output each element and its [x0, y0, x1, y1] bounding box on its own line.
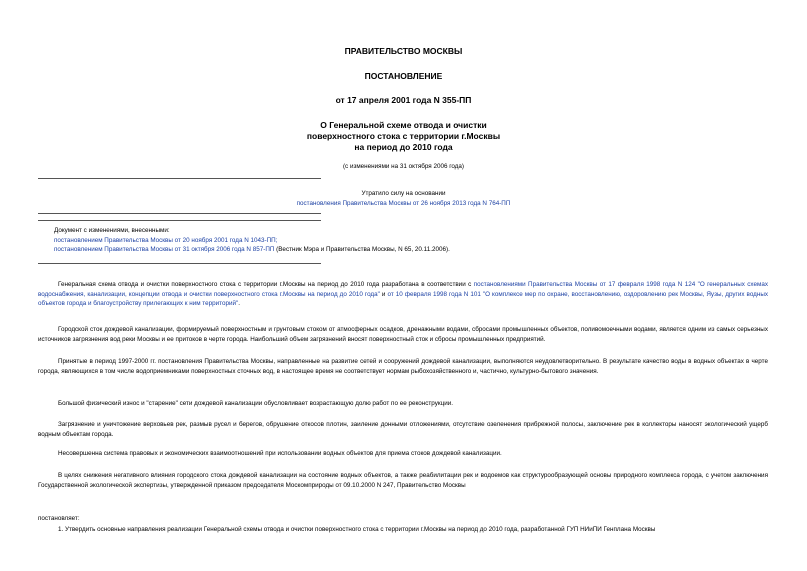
paragraph-8: постановляет: — [38, 515, 80, 522]
amendment-source: (Вестник Мэра и Правительства Москвы, N 65, 20.11.2006). — [274, 246, 450, 253]
paragraph-7: В целях снижения негативного влияния городского стока дождевой канализации на состояние водных объектов, а также реабилитации рек и водоемов как структурообразующей основы природного комплекса города, с учетом заключения Государственной экологической экспертизы, утвержденной приказом председателя Москомприроды от 09.10.2000 N 247, Правительство Москвы — [38, 472, 768, 489]
doc-type: ПОСТАНОВЛЕНИЕ — [364, 71, 443, 81]
amendments-label: Документ с изменениями, внесенными: — [54, 227, 170, 234]
title-line: поверхностного стока с территории г.Москвы — [306, 131, 501, 141]
divider — [38, 178, 321, 179]
paragraph-6: Несовершенна система правовых и экономических взаимоотношений при использовании водных объектов для приема стоков дождевой канализации. — [58, 450, 502, 457]
amendment-link-1[interactable]: постановлением Правительства Москвы от 20 ноября 2001 года N 1043-ПП; — [54, 236, 278, 244]
p1-text: Генеральная схема отвода и очистки поверхностного стока с территории г.Москвы на период до 2010 года разработана в соответствии с — [58, 281, 474, 288]
paragraph-3: Принятые в период 1997-2000 гг. постановления Правительства Москвы, направленные на развитие сетей и сооружений дождевой канализации, выполняются неудовлетворительно. В результате качество воды в водных объектах в черте города, являющихся в том числе водоприемниками поверхностных сточных вод, в настоящее время не соответствует нормам рыбохозяйственного и, частично, культурно-бытового значения. — [38, 358, 768, 375]
lost-force-text: Утратило силу на основании — [361, 190, 446, 197]
org-name: ПРАВИТЕЛЬСТВО МОСКВЫ — [344, 46, 463, 56]
amendment-link-2[interactable]: постановлением Правительства Москвы от 31 октября 2006 года N 857-ПП — [54, 246, 275, 253]
paragraph-2: Городской сток дождевой канализации, формируемый поверхностным и грунтовым стоком от атмосферных осадков, дренажными водами, сбросами промышленных объектов, поливомоечными водами, является одним из самых серьезных источников загрязнения вод реки Москвы и ее притоков в черте города. Наибольший объем загрязнений вносят поверхностный сток и сбросы промышленных предприятий. — [38, 326, 768, 343]
p1-link-2[interactable]: от 10 февраля 1998 года N 101 "О комплексе мер по охране, восстановлению, оздоровлению рек Москвы, Яузы, других водных объектов города и благоустройству прилегающих к ним территорий" — [38, 290, 769, 307]
doc-date: от 17 апреля 2001 года N 355-ПП — [335, 95, 472, 105]
changes-note: (с изменениями на 31 октября 2006 года) — [342, 163, 465, 170]
divider — [38, 213, 321, 214]
p1-link-1[interactable]: постановлениями Правительства Москвы от 17 февраля 1998 года N 124 "О генеральных схемах водоснабжения, канализации, концепции отвода и очистки поверхностного стока г.Москвы на период до 2010 года" — [38, 281, 768, 298]
title-line: О Генеральной схеме отвода и очистки — [320, 120, 487, 130]
lost-force-link[interactable]: постановления Правительства Москвы от 26 ноября 2013 года N 764-ПП — [296, 200, 511, 207]
paragraph-5: Загрязнение и уничтожение верховьев рек, размыв русел и берегов, обрушение откосов плотин, заиление донными отложениями, отсутствие озеленения прибрежной полосы, заключение рек в коллекторы наносят экологический ущерб водным объектам города. — [38, 421, 768, 438]
paragraph-9: 1. Утвердить основные направления реализации Генеральной схемы отвода и очистки поверхностного стока с территории г.Москвы на период до 2010 года, разработанной ГУП НИиПИ Генплана Москвы — [58, 526, 656, 533]
paragraph-1 — [38, 280, 768, 309]
paragraph-4: Большой физический износ и "старение" сети дождевой канализации обусловливает возрастающую долю работ по ее реконструкции. — [58, 400, 454, 407]
amendments-block — [54, 226, 754, 255]
amendment-line-2 — [54, 245, 754, 255]
divider — [38, 263, 321, 264]
doc-title — [0, 120, 807, 153]
title-line: на период до 2010 года — [354, 142, 453, 152]
p1-text: . — [238, 300, 240, 307]
divider — [38, 220, 321, 221]
p1-text: и — [379, 290, 388, 298]
